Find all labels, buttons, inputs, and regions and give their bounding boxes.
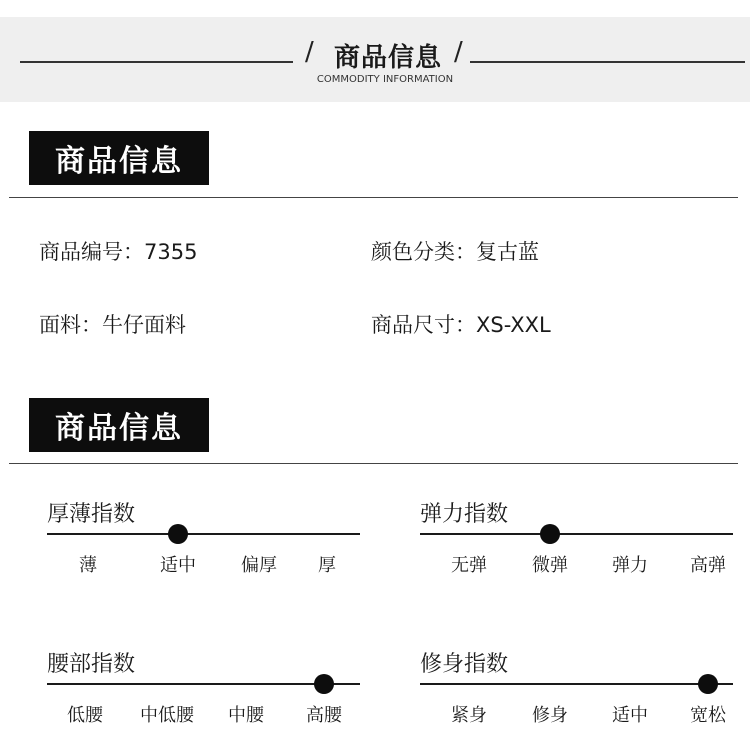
scale-title: 修身指数 [420,652,509,677]
scale-option: 偏厚 [241,555,277,576]
scale-indicator-dot [314,674,334,694]
scale-option: 修身 [532,705,568,726]
scale-option: 弹力 [612,555,648,576]
scale-option: 高腰 [306,705,342,726]
banner-slash-left: / [305,37,314,67]
scale-option: 厚 [318,555,336,576]
scale-title: 腰部指数 [47,652,136,677]
scale-option: 高弹 [690,555,726,576]
scale-option: 无弹 [451,555,487,576]
section-label-index: 商品信息 [29,398,209,452]
info-item-size: 商品尺寸：XS-XXL [371,313,551,337]
scale-indicator-dot [168,524,188,544]
scale-track [420,533,733,535]
scale-option: 微弹 [532,555,568,576]
scale-option: 宽松 [690,705,726,726]
scale-indicator-dot [540,524,560,544]
banner-line-right [470,61,745,63]
scale-track [47,533,360,535]
header-banner [0,17,750,102]
scale-option: 中低腰 [140,705,194,726]
banner-title: 商品信息 [333,43,442,73]
info-item-fabric: 面料：牛仔面料 [39,313,186,337]
scale-indicator-dot [698,674,718,694]
scale-title: 厚薄指数 [47,502,136,527]
scale-option: 低腰 [67,705,103,726]
scale-option: 适中 [612,705,648,726]
banner-slash-right: / [454,37,463,67]
banner-subtitle: COMMODITY INFORMATION [316,74,454,85]
info-item-product-number: 商品编号：7355 [39,240,198,264]
scale-option: 中腰 [228,705,264,726]
scale-option: 紧身 [451,705,487,726]
scale-option: 薄 [79,555,97,576]
scale-option: 适中 [160,555,196,576]
info-item-color: 颜色分类：复古蓝 [371,240,539,264]
section-divider [9,197,738,198]
scale-track [420,683,733,685]
section-divider [9,463,738,464]
scale-title: 弹力指数 [420,502,509,527]
section-label-basic-info: 商品信息 [29,131,209,185]
banner-line-left [20,61,293,63]
